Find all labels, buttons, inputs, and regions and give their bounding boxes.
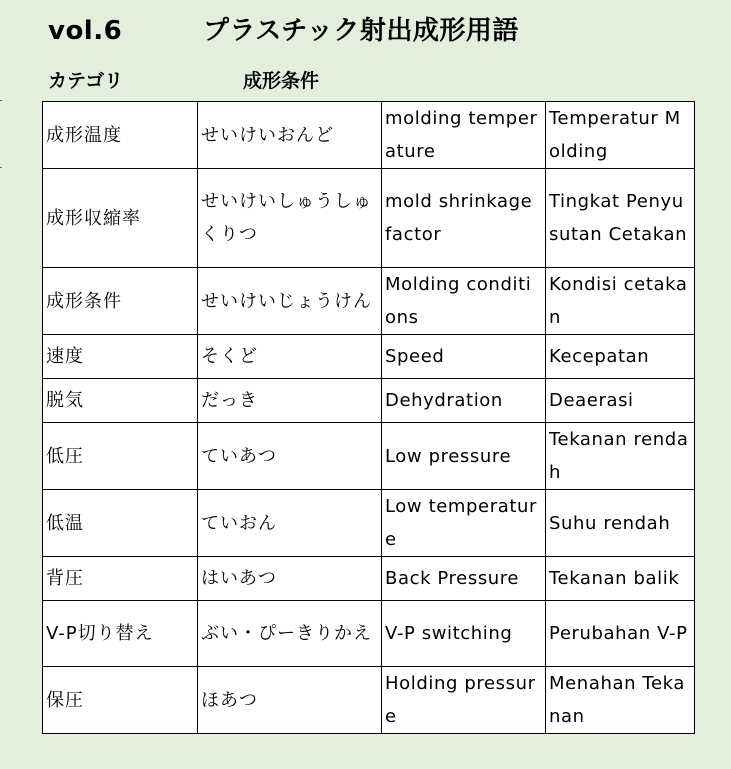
term-cell: 低圧 [43, 423, 198, 490]
english-cell: molding temperature [382, 102, 546, 169]
reading-cell: せいけいおんど [198, 102, 382, 169]
term-cell: 保圧 [43, 667, 198, 734]
table-row [43, 557, 695, 601]
indonesian-cell: Temperatur Molding [546, 102, 695, 169]
table-row [43, 667, 695, 734]
indonesian-cell: Kondisi cetakan [546, 268, 695, 335]
reading-cell: ぶい・ぴーきりかえ [198, 601, 382, 667]
term-cell: V-P切り替え [43, 601, 198, 667]
indonesian-cell: Menahan Tekanan [546, 667, 695, 734]
title-text: プラスチック射出成形用語 [203, 16, 519, 46]
english-cell: Back Pressure [382, 557, 546, 601]
term-cell: 成形温度 [43, 102, 198, 169]
indonesian-cell: Perubahan V-P [546, 601, 695, 667]
term-cell: 成形収縮率 [43, 169, 198, 268]
edge-mark [0, 167, 2, 168]
table-row [43, 490, 695, 557]
term-cell: 背圧 [43, 557, 198, 601]
indonesian-cell: Kecepatan [546, 335, 695, 379]
page-title [48, 10, 519, 47]
table-row [43, 601, 695, 667]
english-cell: Dehydration [382, 379, 546, 423]
table-row [43, 423, 695, 490]
english-cell: Molding conditions [382, 268, 546, 335]
english-cell: Speed [382, 335, 546, 379]
edge-mark [0, 100, 2, 101]
term-cell: 脱気 [43, 379, 198, 423]
reading-cell: だっき [198, 379, 382, 423]
table-row [43, 102, 695, 169]
indonesian-cell: Suhu rendah [546, 490, 695, 557]
english-cell: V-P switching [382, 601, 546, 667]
english-cell: Low temperature [382, 490, 546, 557]
category-value: 成形条件 [243, 70, 320, 92]
indonesian-cell: Tingkat Penyusutan Cetakan [546, 169, 695, 268]
glossary-table [42, 101, 695, 734]
reading-cell: せいけいしゅうしゅくりつ [198, 169, 382, 268]
reading-cell: はいあつ [198, 557, 382, 601]
term-cell: 成形条件 [43, 268, 198, 335]
volume-label: vol.6 [48, 16, 123, 46]
table-row [43, 169, 695, 268]
reading-cell: ほあつ [198, 667, 382, 734]
english-cell: Holding pressure [382, 667, 546, 734]
reading-cell: ていおん [198, 490, 382, 557]
category-header [48, 66, 319, 93]
indonesian-cell: Tekanan rendah [546, 423, 695, 490]
table-row [43, 379, 695, 423]
english-cell: mold shrinkage factor [382, 169, 546, 268]
category-label: カテゴリ [48, 70, 124, 92]
term-cell: 速度 [43, 335, 198, 379]
reading-cell: せいけいじょうけん [198, 268, 382, 335]
english-cell: Low pressure [382, 423, 546, 490]
table-row [43, 335, 695, 379]
term-cell: 低温 [43, 490, 198, 557]
table-row [43, 268, 695, 335]
indonesian-cell: Deaerasi [546, 379, 695, 423]
reading-cell: ていあつ [198, 423, 382, 490]
indonesian-cell: Tekanan balik [546, 557, 695, 601]
reading-cell: そくど [198, 335, 382, 379]
